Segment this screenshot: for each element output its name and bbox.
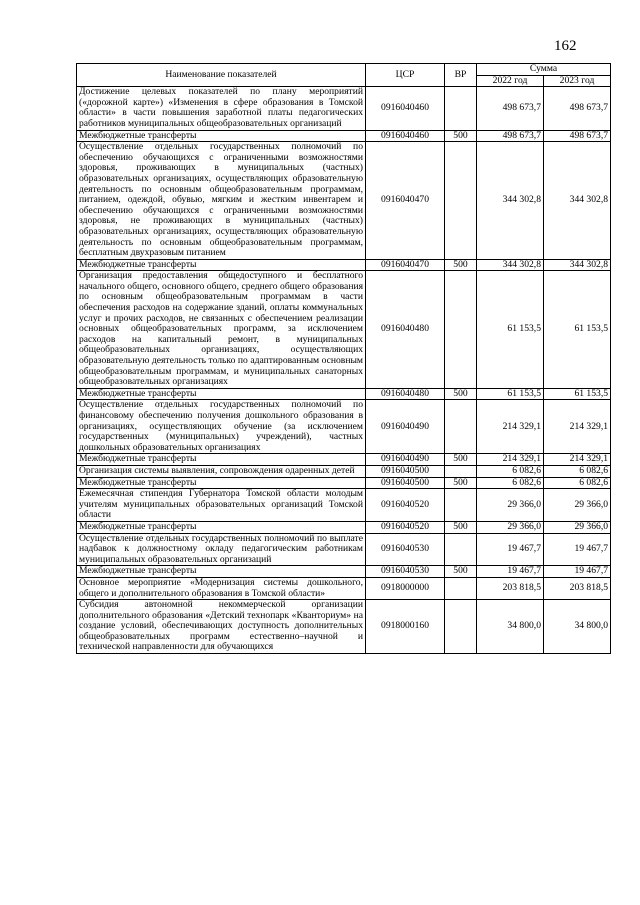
row-csr: 0916040530: [366, 533, 445, 566]
row-sum-2023: 498 673,7: [544, 87, 611, 130]
table-row: [77, 259, 611, 271]
row-sum-2022: 29 366,0: [477, 521, 544, 533]
row-sum-2023: 19 467,7: [544, 566, 611, 578]
row-sum-2023: 498 673,7: [544, 130, 611, 142]
row-sum-2023: 344 302,8: [544, 142, 611, 260]
row-csr: 0916040490: [366, 400, 445, 454]
header-sum: Сумма: [477, 64, 611, 76]
row-sum-2022: 61 153,5: [477, 388, 544, 400]
row-csr: 0916040490: [366, 454, 445, 466]
row-csr: 0916040460: [366, 87, 445, 130]
row-csr: 0916040500: [366, 465, 445, 477]
table-row: [77, 271, 611, 389]
row-name: Организация системы выявления, сопровождения одаренных детей: [77, 465, 366, 477]
row-csr: 0918000000: [366, 577, 445, 599]
row-sum-2022: 6 082,6: [477, 477, 544, 489]
row-vr: [445, 489, 477, 522]
table-row: [77, 533, 611, 566]
row-csr: 0916040500: [366, 477, 445, 489]
row-vr: [445, 577, 477, 599]
header-year-2023: 2023 год: [544, 75, 611, 87]
header-vr: ВР: [445, 64, 477, 87]
row-csr: 0916040520: [366, 521, 445, 533]
row-sum-2023: 29 366,0: [544, 489, 611, 522]
row-csr: 0916040460: [366, 130, 445, 142]
row-csr: 0916040480: [366, 388, 445, 400]
budget-table: [76, 63, 611, 654]
row-csr: 0916040480: [366, 271, 445, 389]
row-sum-2023: 61 153,5: [544, 388, 611, 400]
row-name: Организация предоставления общедоступного и бесплатного начального общего, основного общего, среднего общего образования по основным общеобразовательным программам в части обеспечения расходов на содержание зданий, оплаты коммунальных услуг и прочих расходов, не связанных с обеспечением реализации основных общеобразовательных программ, за исключением расходов на капитальный ремонт, в муниципальных общеобразовательных организациях, осуществляющих образовательную деятельность только по адаптированным основным общеобразовательным программам, и муниципальных санаторных общеобразовательных организациях: [77, 271, 366, 389]
table-row: [77, 489, 611, 522]
row-sum-2023: 6 082,6: [544, 465, 611, 477]
row-sum-2022: 19 467,7: [477, 533, 544, 566]
row-name: Осуществление отдельных государственных полномочий по обеспечению обучающихся с ограниченными возможностями здоровья, проживающих в муниципальных (частных) образовательных организациях, осуществляющих образовательную деятельность по основным общеобразовательным программам, питанием, одеждой, обувью, мягким и жестким инвентарем и обеспечению обучающихся с ограниченными возможностями здоровья, не проживающих в муниципальных (частных) образовательных организациях, осуществляющих образовательную деятельность по основным общеобразовательным программам, бесплатным двухразовым питанием: [77, 142, 366, 260]
row-sum-2022: 34 800,0: [477, 600, 544, 654]
row-sum-2023: 19 467,7: [544, 533, 611, 566]
row-sum-2023: 214 329,1: [544, 454, 611, 466]
row-name: Субсидия автономной некоммерческой организации дополнительного образования «Детский технопарк «Кванториум» на создание условий, обеспечивающих доступность дополнительных общеобразовательных программ естественно–научной и технической направленности для обучающихся: [77, 600, 366, 654]
row-sum-2023: 344 302,8: [544, 259, 611, 271]
row-name: Достижение целевых показателей по плану мероприятий («дорожной карте») «Изменения в сфере образования в Томской области» в части повышения заработной платы педагогических работников муниципальных общеобразовательных организаций: [77, 87, 366, 130]
table-row: [77, 577, 611, 599]
row-name: Межбюджетные трансферты: [77, 130, 366, 142]
row-name: Межбюджетные трансферты: [77, 477, 366, 489]
header-year-2022: 2022 год: [477, 75, 544, 87]
table-row: [77, 566, 611, 578]
table-row: [77, 465, 611, 477]
table-row: [77, 454, 611, 466]
row-sum-2023: 34 800,0: [544, 600, 611, 654]
row-sum-2022: 203 818,5: [477, 577, 544, 599]
row-vr: 500: [445, 521, 477, 533]
header-row: [77, 64, 611, 76]
row-csr: 0916040520: [366, 489, 445, 522]
row-vr: 500: [445, 259, 477, 271]
row-vr: 500: [445, 130, 477, 142]
row-name: Межбюджетные трансферты: [77, 454, 366, 466]
row-sum-2022: 498 673,7: [477, 87, 544, 130]
row-name: Межбюджетные трансферты: [77, 566, 366, 578]
row-vr: [445, 142, 477, 260]
page-number: 162: [554, 38, 577, 54]
row-name: Ежемесячная стипендия Губернатора Томской области молодым учителям муниципальных образовательных организаций Томской области: [77, 489, 366, 522]
row-name: Межбюджетные трансферты: [77, 388, 366, 400]
row-vr: [445, 465, 477, 477]
row-name: Осуществление отдельных государственных полномочий по выплате надбавок к должностному окладу педагогическим работникам муниципальных образовательных организаций: [77, 533, 366, 566]
header-name: Наименование показателей: [77, 64, 366, 87]
row-csr: 0916040470: [366, 142, 445, 260]
row-csr: 0918000160: [366, 600, 445, 654]
row-vr: [445, 533, 477, 566]
row-vr: 500: [445, 477, 477, 489]
row-csr: 0916040530: [366, 566, 445, 578]
row-sum-2022: 344 302,8: [477, 259, 544, 271]
row-vr: [445, 87, 477, 130]
table-row: [77, 600, 611, 654]
row-vr: [445, 400, 477, 454]
row-sum-2023: 29 366,0: [544, 521, 611, 533]
row-sum-2023: 203 818,5: [544, 577, 611, 599]
table-row: [77, 87, 611, 130]
row-name: Межбюджетные трансферты: [77, 521, 366, 533]
table-body: [77, 87, 611, 654]
row-vr: 500: [445, 566, 477, 578]
row-sum-2022: 214 329,1: [477, 400, 544, 454]
row-vr: 500: [445, 388, 477, 400]
row-csr: 0916040470: [366, 259, 445, 271]
row-sum-2022: 214 329,1: [477, 454, 544, 466]
row-sum-2022: 344 302,8: [477, 142, 544, 260]
row-sum-2022: 6 082,6: [477, 465, 544, 477]
table-row: [77, 400, 611, 454]
row-name: Осуществление отдельных государственных полномочий по финансовому обеспечению получения дошкольного образования в организациях, осуществляющих обучение (за исключением государственных (муниципальных) учреждений), частных дошкольных образовательных организациях: [77, 400, 366, 454]
header-csr: ЦСР: [366, 64, 445, 87]
row-sum-2023: 61 153,5: [544, 271, 611, 389]
row-vr: 500: [445, 454, 477, 466]
table-row: [77, 477, 611, 489]
row-sum-2022: 19 467,7: [477, 566, 544, 578]
table-row: [77, 521, 611, 533]
table-row: [77, 142, 611, 260]
table-row: [77, 130, 611, 142]
row-sum-2022: 29 366,0: [477, 489, 544, 522]
row-vr: [445, 600, 477, 654]
row-vr: [445, 271, 477, 389]
row-sum-2023: 6 082,6: [544, 477, 611, 489]
row-name: Основное мероприятие «Модернизация системы дошкольного, общего и дополнительного образования в Томской области»: [77, 577, 366, 599]
row-name: Межбюджетные трансферты: [77, 259, 366, 271]
table-row: [77, 388, 611, 400]
row-sum-2022: 61 153,5: [477, 271, 544, 389]
row-sum-2022: 498 673,7: [477, 130, 544, 142]
row-sum-2023: 214 329,1: [544, 400, 611, 454]
